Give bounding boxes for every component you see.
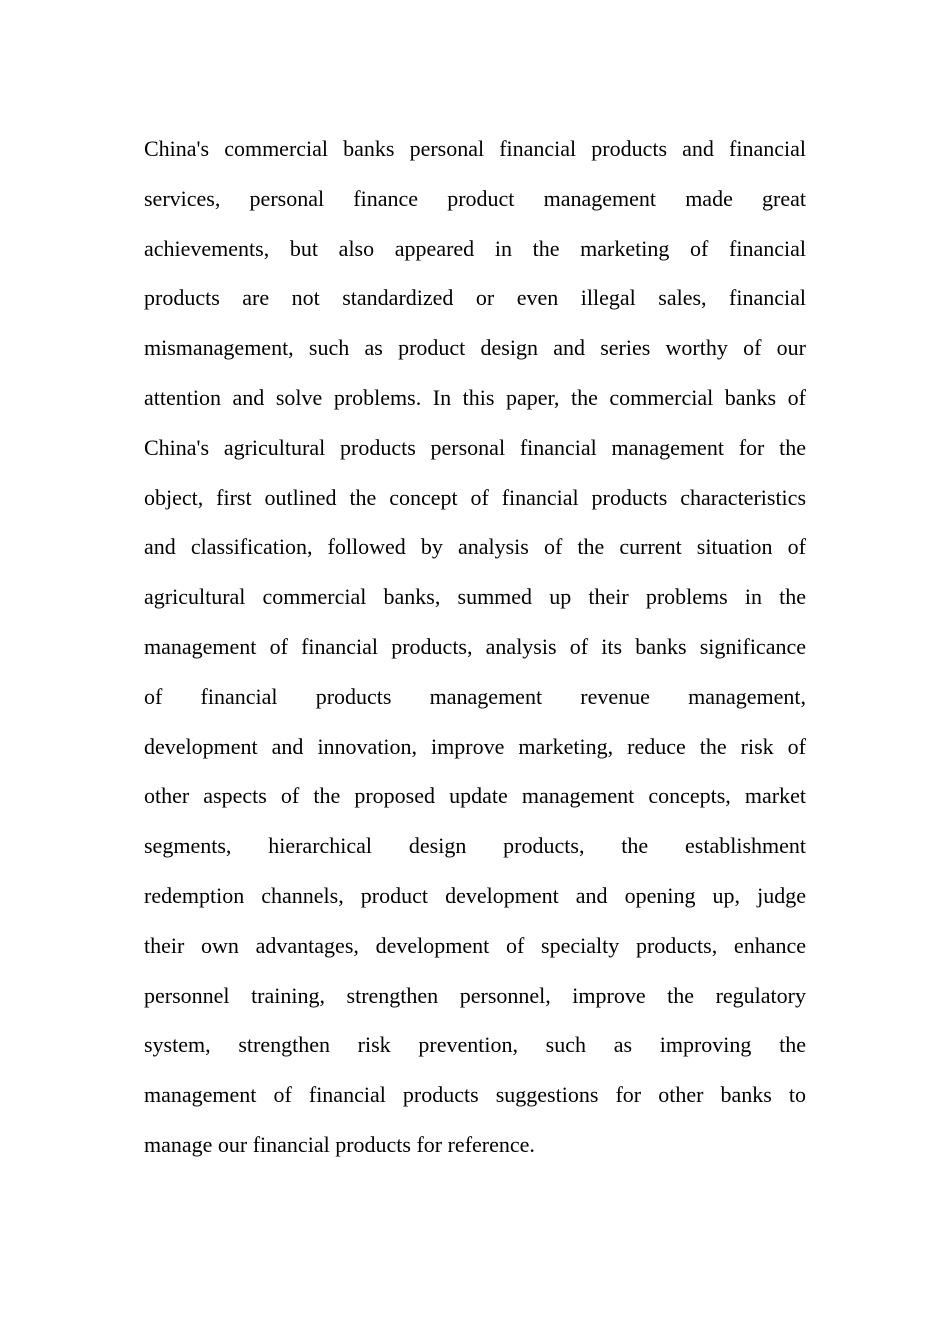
paragraph-line: attention and solve problems. In this paper, the commercial banks of (144, 384, 806, 410)
paragraph-line: personnel training, strengthen personnel, improve the regulatory (144, 982, 806, 1008)
paragraph-line: and classification, followed by analysis of the current situation of (144, 534, 806, 560)
paragraph-line: other aspects of the proposed update management concepts, market (144, 783, 806, 809)
abstract-paragraph (144, 131, 806, 1177)
paragraph-line: achievements, but also appeared in the marketing of financial (144, 235, 806, 261)
paragraph-line: mismanagement, such as product design and series worthy of our (144, 335, 806, 361)
paragraph-line: products are not standardized or even illegal sales, financial (144, 285, 806, 311)
paragraph-line: development and innovation, improve marketing, reduce the risk of (144, 733, 806, 759)
paragraph-line: their own advantages, development of specialty products, enhance (144, 932, 806, 958)
paragraph-line: China's commercial banks personal financial products and financial (144, 136, 806, 161)
paragraph-line: management of financial products, analysis of its banks significance (144, 633, 806, 659)
paragraph-line-last: manage our financial products for reference. (144, 1131, 535, 1157)
paragraph-line: management of financial products suggestions for other banks to (144, 1082, 806, 1108)
paragraph-line: agricultural commercial banks, summed up their problems in the (144, 584, 806, 610)
paragraph-line: segments, hierarchical design products, the establishment (144, 833, 806, 859)
paragraph-line: services, personal finance product management made great (144, 185, 806, 211)
paragraph-line: redemption channels, product development and opening up, judge (144, 882, 806, 908)
paragraph-line: China's agricultural products personal financial management for the (144, 434, 806, 460)
paragraph-line: system, strengthen risk prevention, such as improving the (144, 1032, 806, 1058)
paragraph-line: object, first outlined the concept of financial products characteristics (144, 484, 806, 510)
paragraph-line: of financial products management revenue management, (144, 683, 806, 709)
